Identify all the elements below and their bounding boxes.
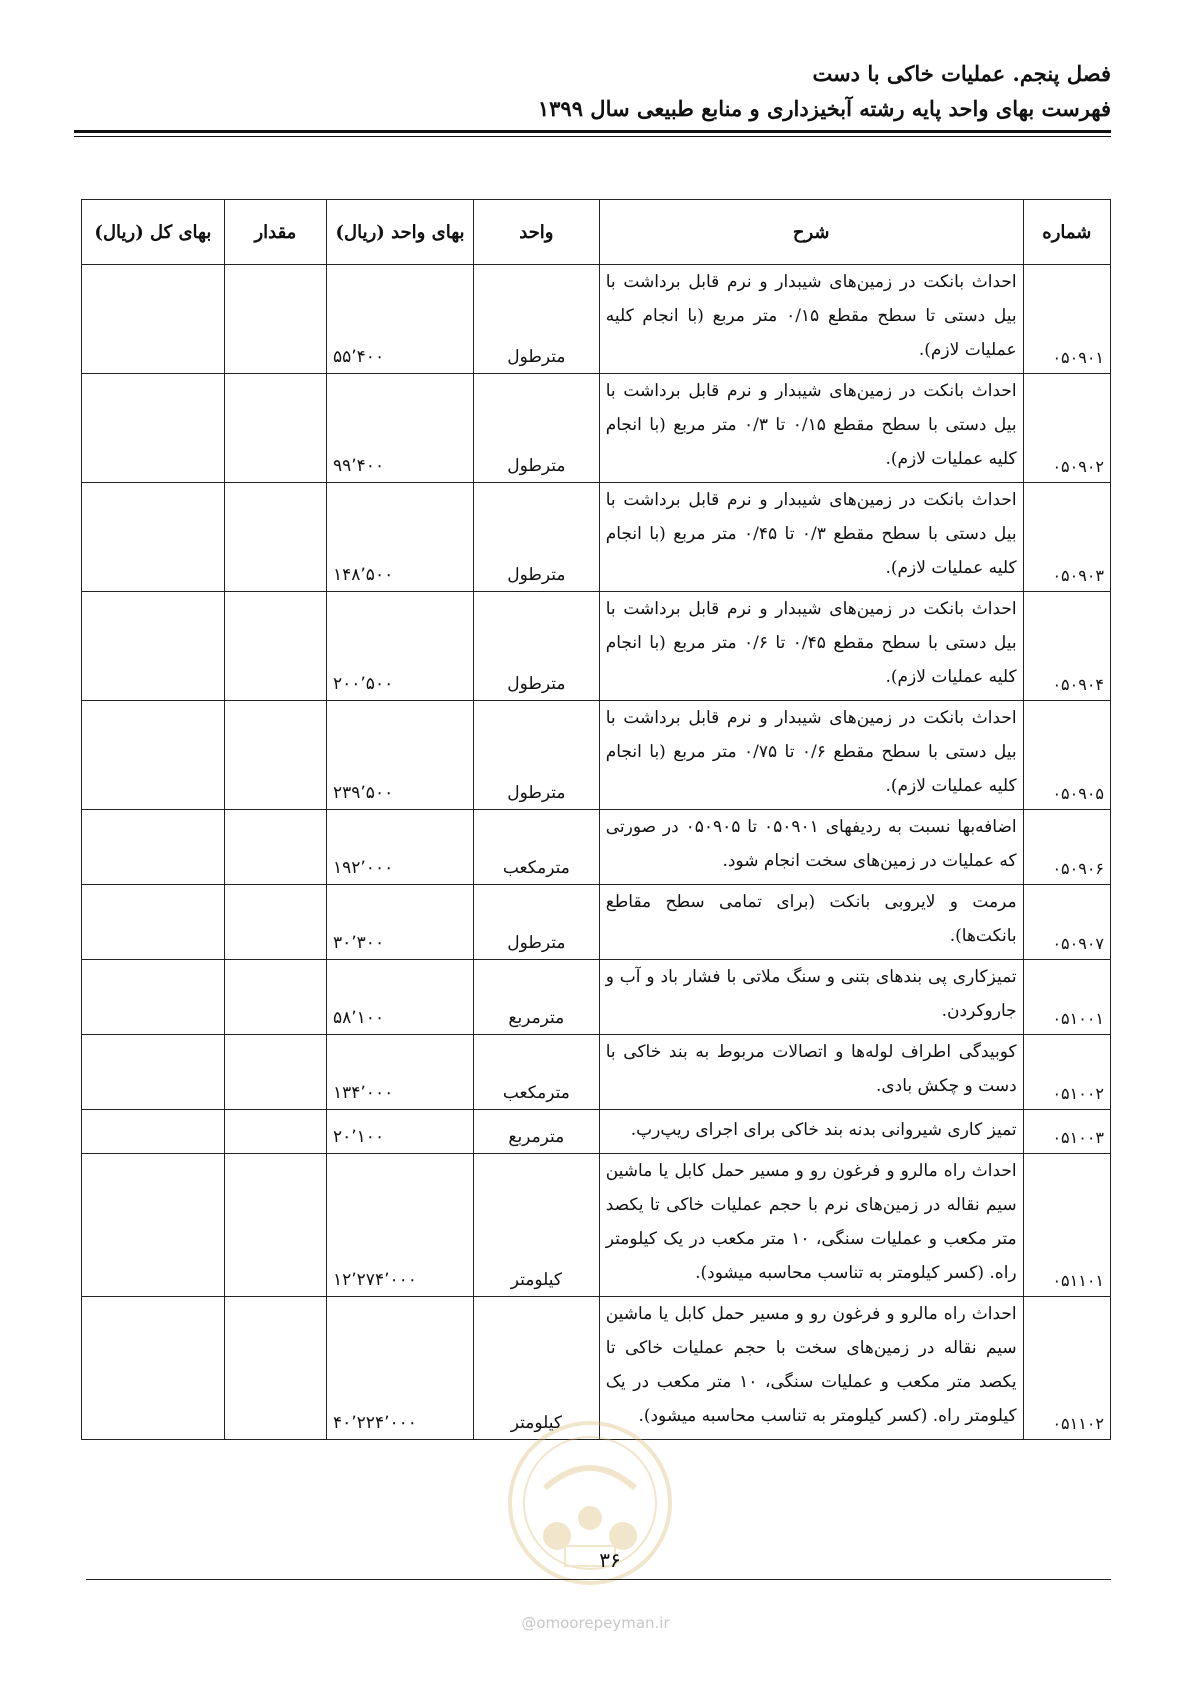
row-total-price — [82, 1154, 225, 1297]
row-unit-price: ۱۳۴٬۰۰۰ — [327, 1035, 474, 1110]
header-quantity: مقدار — [224, 200, 326, 265]
row-quantity — [224, 374, 326, 483]
row-unit-price: ۹۹٬۴۰۰ — [327, 374, 474, 483]
row-total-price — [82, 960, 225, 1035]
row-code: ۰۵۰۹۰۴ — [1023, 592, 1110, 701]
watermark-text: @omoorepeyman.ir — [521, 1614, 670, 1632]
row-total-price — [82, 885, 225, 960]
row-quantity — [224, 592, 326, 701]
row-unit-price: ۲۳۹٬۵۰۰ — [327, 701, 474, 810]
row-code: ۰۵۱۱۰۲ — [1023, 1297, 1110, 1440]
header-rule-thin — [74, 136, 1111, 137]
row-unit-price: ۱۲٬۲۷۴٬۰۰۰ — [327, 1154, 474, 1297]
header-code: شماره — [1023, 200, 1110, 265]
row-description: احداث راه مالرو و فرغون رو و مسیر حمل کابل یا ماشین سیم نقاله در زمین‌های نرم با حجم عملیات خاکی تا یکصد متر مکعب و عملیات سنگی، ۱۰ متر مکعب در یک کیلومتر راه. (کسر کیلومتر به تناسب محاسبه میشود). — [599, 1154, 1023, 1297]
row-description: احداث راه مالرو و فرغون رو و مسیر حمل کابل یا ماشین سیم نقاله در زمین‌های سخت با حجم عملیات خاکی تا یکصد متر مکعب و عملیات سنگی، ۱۰ متر مکعب در یک کیلومتر راه. (کسر کیلومتر به تناسب محاسبه میشود). — [599, 1297, 1023, 1440]
row-description: تمیزکاری پی بندهای بتنی و سنگ ملاتی با فشار باد و آب و جاروکردن. — [599, 960, 1023, 1035]
row-total-price — [82, 1110, 225, 1154]
table-row — [82, 701, 1111, 810]
row-code: ۰۵۰۹۰۶ — [1023, 810, 1110, 885]
row-code: ۰۵۰۹۰۷ — [1023, 885, 1110, 960]
row-quantity — [224, 810, 326, 885]
row-description: احداث بانکت در زمین‌های شیبدار و نرم قابل برداشت با بیل دستی با سطح مقطع ۰/۴۵ تا ۰/۶ متر مربع (با انجام کلیه عملیات لازم). — [599, 592, 1023, 701]
row-unit-price: ۵۸٬۱۰۰ — [327, 960, 474, 1035]
row-description: احداث بانکت در زمین‌های شیبدار و نرم قابل برداشت با بیل دستی تا سطح مقطع ۰/۱۵ متر مربع (با انجام کلیه عملیات لازم). — [599, 265, 1023, 374]
row-code: ۰۵۱۱۰۱ — [1023, 1154, 1110, 1297]
page-number: ۳۶ — [599, 1548, 621, 1572]
row-description: احداث بانکت در زمین‌های شیبدار و نرم قابل برداشت با بیل دستی با سطح مقطع ۰/۳ تا ۰/۴۵ متر مربع (با انجام کلیه عملیات لازم). — [599, 483, 1023, 592]
footer-rule — [86, 1579, 1111, 1580]
row-code: ۰۵۰۹۰۵ — [1023, 701, 1110, 810]
header-unit: واحد — [474, 200, 600, 265]
row-unit-price: ۱۹۲٬۰۰۰ — [327, 810, 474, 885]
row-quantity — [224, 885, 326, 960]
row-quantity — [224, 701, 326, 810]
table-row — [82, 885, 1111, 960]
row-unit: مترمربع — [474, 960, 600, 1035]
chapter-title: فصل پنجم. عملیات خاکی با دست — [812, 61, 1111, 86]
header-total-price: بهای کل (ریال) — [82, 200, 225, 265]
row-description: مرمت و لایروبی بانکت (برای تمامی سطح مقاطع بانکت‌ها). — [599, 885, 1023, 960]
row-unit-price: ۲۰٬۱۰۰ — [327, 1110, 474, 1154]
row-description: احداث بانکت در زمین‌های شیبدار و نرم قابل برداشت با بیل دستی با سطح مقطع ۰/۱۵ تا ۰/۳ متر مربع (با انجام کلیه عملیات لازم). — [599, 374, 1023, 483]
row-total-price — [82, 374, 225, 483]
row-total-price — [82, 483, 225, 592]
table-row — [82, 265, 1111, 374]
row-code: ۰۵۱۰۰۳ — [1023, 1110, 1110, 1154]
row-quantity — [224, 1110, 326, 1154]
row-unit: مترطول — [474, 483, 600, 592]
header-rule-thick — [74, 130, 1111, 133]
row-quantity — [224, 1035, 326, 1110]
document-subtitle: فهرست بهای واحد پایه رشته آبخیزداری و منابع طبیعی سال ۱۳۹۹ — [537, 96, 1111, 121]
row-description: احداث بانکت در زمین‌های شیبدار و نرم قابل برداشت با بیل دستی با سطح مقطع ۰/۶ تا ۰/۷۵ متر مربع (با انجام کلیه عملیات لازم). — [599, 701, 1023, 810]
row-unit: مترطول — [474, 265, 600, 374]
row-code: ۰۵۱۰۰۱ — [1023, 960, 1110, 1035]
row-total-price — [82, 701, 225, 810]
table-row — [82, 483, 1111, 592]
row-code: ۰۵۰۹۰۳ — [1023, 483, 1110, 592]
row-unit: مترطول — [474, 701, 600, 810]
header-unit-price: بهای واحد (ریال) — [327, 200, 474, 265]
row-unit: مترمربع — [474, 1110, 600, 1154]
row-quantity — [224, 1297, 326, 1440]
row-quantity — [224, 960, 326, 1035]
row-total-price — [82, 1035, 225, 1110]
row-unit: مترطول — [474, 592, 600, 701]
row-description: تمیز کاری شیروانی بدنه بند خاکی برای اجرای ریپ‌رپ. — [599, 1110, 1023, 1154]
row-total-price — [82, 265, 225, 374]
table-row — [82, 1110, 1111, 1154]
table-row — [82, 810, 1111, 885]
table-row — [82, 1154, 1111, 1297]
row-unit: کیلومتر — [474, 1297, 600, 1440]
row-quantity — [224, 483, 326, 592]
row-description: کوبیدگی اطراف لوله‌ها و اتصالات مربوط به بند خاکی با دست و چکش بادی. — [599, 1035, 1023, 1110]
row-unit: مترطول — [474, 374, 600, 483]
row-unit-price: ۲۰۰٬۵۰۰ — [327, 592, 474, 701]
row-unit: مترمکعب — [474, 810, 600, 885]
row-quantity — [224, 265, 326, 374]
table-row — [82, 592, 1111, 701]
table-row — [82, 1035, 1111, 1110]
row-total-price — [82, 1297, 225, 1440]
table-row — [82, 374, 1111, 483]
price-table — [81, 199, 1111, 1440]
table-header-row — [82, 200, 1111, 265]
page-header — [81, 56, 1111, 126]
row-code: ۰۵۰۹۰۱ — [1023, 265, 1110, 374]
row-code: ۰۵۰۹۰۲ — [1023, 374, 1110, 483]
row-total-price — [82, 592, 225, 701]
row-unit-price: ۱۴۸٬۵۰۰ — [327, 483, 474, 592]
table-row — [82, 960, 1111, 1035]
row-unit-price: ۴۰٬۲۲۴٬۰۰۰ — [327, 1297, 474, 1440]
row-unit: مترطول — [474, 885, 600, 960]
row-description: اضافه‌بها نسبت به ردیفهای ۰۵۰۹۰۱ تا ۰۵۰۹۰۵ در صورتی که عملیات در زمین‌های سخت انجام شود. — [599, 810, 1023, 885]
row-quantity — [224, 1154, 326, 1297]
row-unit-price: ۳۰٬۳۰۰ — [327, 885, 474, 960]
row-unit: مترمکعب — [474, 1035, 600, 1110]
row-total-price — [82, 810, 225, 885]
row-code: ۰۵۱۰۰۲ — [1023, 1035, 1110, 1110]
row-unit: کیلومتر — [474, 1154, 600, 1297]
header-description: شرح — [599, 200, 1023, 265]
row-unit-price: ۵۵٬۴۰۰ — [327, 265, 474, 374]
